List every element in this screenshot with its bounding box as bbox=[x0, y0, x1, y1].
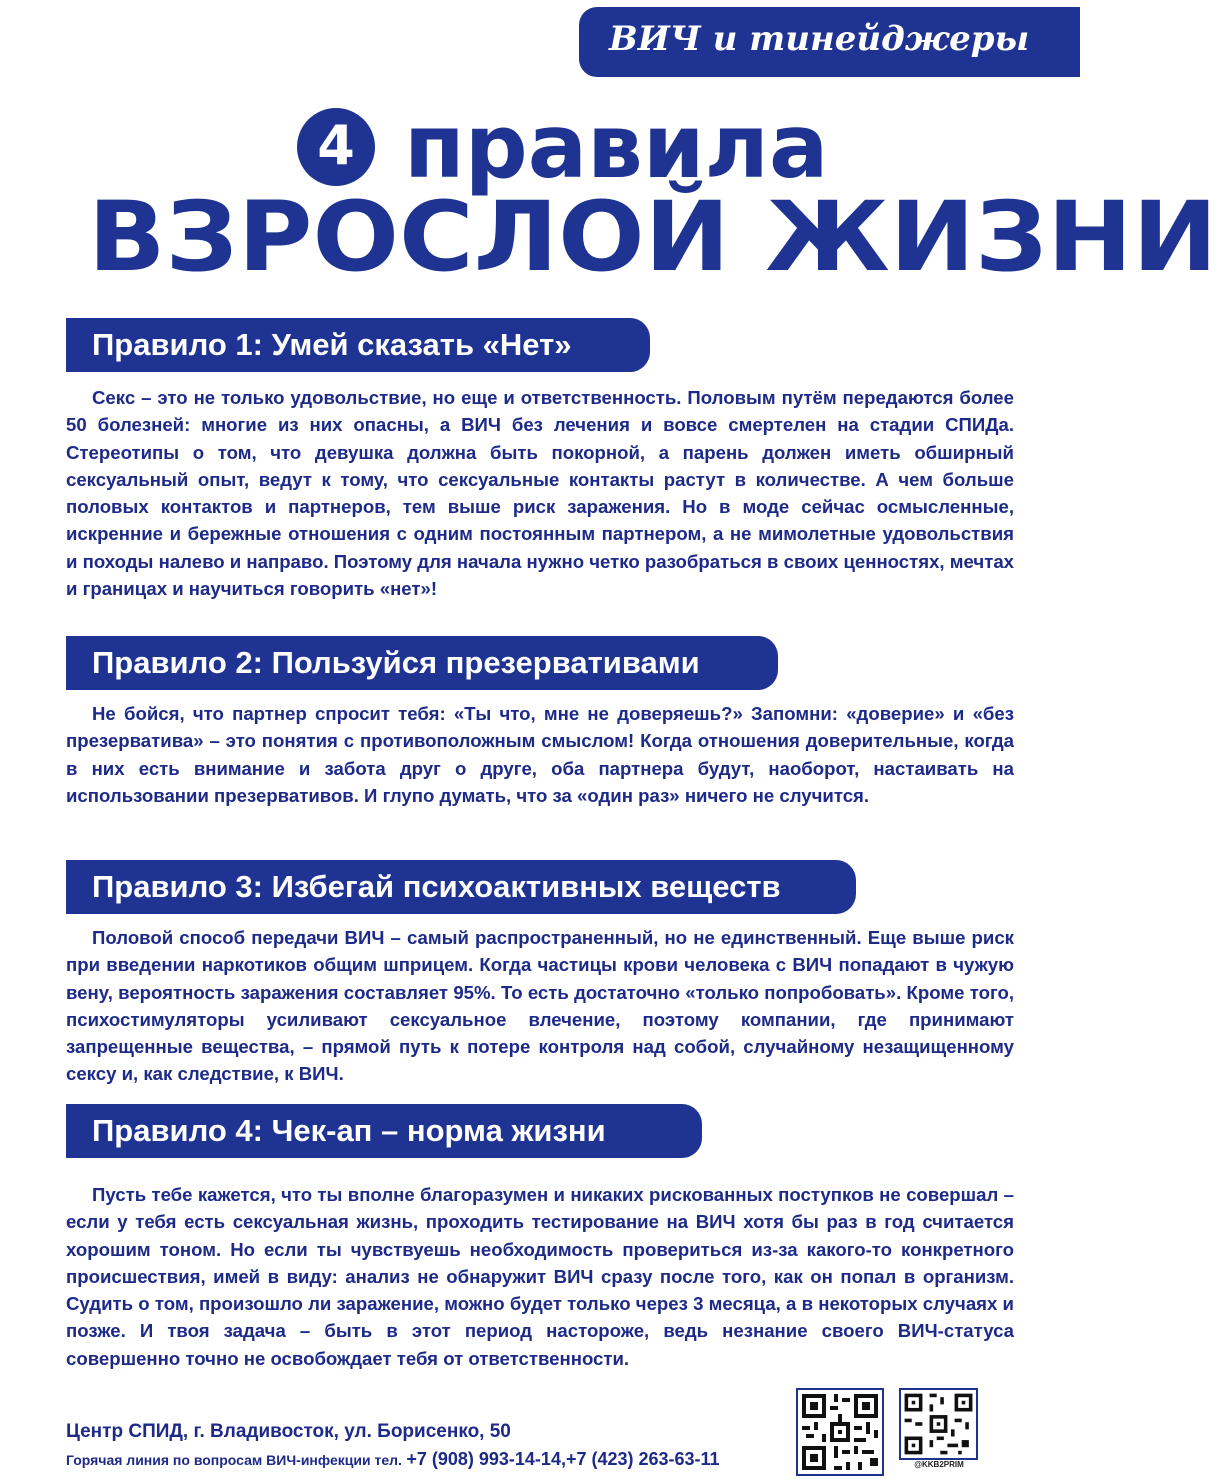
rule-3-text: Половой способ передачи ВИЧ – самый распространенный, но не единственный. Еще выше риск при введении наркотиков общим шприцем. Когда частицы крови человека с ВИЧ попадают в чужую вену, вероятность заражения составляет 95%. То есть достаточно «только попробовать». Кроме того, психостимуляторы усиливают сексуальное влечение, поэтому компании, где принимают запрещенные вещества, – прямой путь к потере контроля над собой, случайному незащищенному сексу и, как следствие, к ВИЧ. bbox=[66, 927, 1014, 1085]
rule-1-heading-text: Правило 1: Умей сказать «Нет» bbox=[92, 327, 572, 362]
qr-code-1[interactable] bbox=[796, 1388, 884, 1476]
rule-2-text: Не бойся, что партнер спросит тебя: «Ты что, мне не доверяешь?» Запомни: «доверие» и «без презерватива» – это понятия с противоположным смыслом! Когда отношения доверительные, когда в них есть внимание и забота друг о друге, оба партнера будут, наоборот, настаивать на использовании презервативов. И глупо думать, что за «один раз» ничего не случится. bbox=[66, 703, 1014, 806]
rule-2-heading bbox=[66, 636, 778, 690]
qr-code-2[interactable] bbox=[899, 1388, 978, 1460]
number-badge-value: 4 bbox=[317, 114, 355, 177]
footer-hotline bbox=[66, 1449, 720, 1470]
rule-3-heading-text: Правило 3: Избегай психоактивных веществ bbox=[92, 869, 781, 904]
rule-1-text: Секс – это не только удовольствие, но еще и ответственность. Половым путём передаются более 50 болезней: многие из них опасны, а ВИЧ без лечения и вовсе смертелен на стадии СПИДа. Стереотипы о том, что девушка должна быть покорной, а парень должен иметь обширный сексуальный опыт, ведут к тому, что сексуальные контакты растут в количестве. А чем больше половых контактов и партнеров, тем выше риск заражения. Но в моде сейчас осмысленные, искренние и бережные отношения с одним постоянным партнером, а не мимолетные удовольствия и походы налево и направо. Поэтому для начала нужно четко разобраться в своих ценностях, мечтах и границах и научиться говорить «нет»! bbox=[66, 387, 1014, 600]
number-badge bbox=[297, 108, 375, 186]
title-line-1: правила bbox=[404, 95, 829, 198]
rule-2-heading-text: Правило 2: Пользуйся презервативами bbox=[92, 645, 700, 680]
rule-4-text: Пусть тебе кажется, что ты вполне благоразумен и никаких рискованных поступков не совершал – если у тебя есть сексуальная жизнь, проходить тестирование на ВИЧ хотя бы раз в год считается хорошим тоном. Но если ты чувствуешь необходимость провериться из-за какого-то конкретного происшествия, имей в виду: анализ не обнаружит ВИЧ сразу после того, как он попал в организм. Судить о том, произошло ли заражение, можно будет только через 3 месяца, а в некоторых случаях и позже. И твоя задача – быть в этот период настороже, ведь незнание своего ВИЧ-статуса совершенно точно не освобождает тебя от ответственности. bbox=[66, 1184, 1014, 1369]
hotline-label: Горячая линия по вопросам ВИЧ-инфекции тел. bbox=[66, 1452, 402, 1468]
qr-code-2-icon bbox=[901, 1390, 976, 1458]
rule-4-heading bbox=[66, 1104, 702, 1158]
header-tab bbox=[579, 7, 1080, 77]
rule-1-heading bbox=[66, 318, 650, 372]
header-tab-label: ВИЧ и тинейджеры bbox=[609, 19, 1030, 59]
qr-label: @KKB2PRIM bbox=[914, 1460, 964, 1469]
hotline-phones: +7 (908) 993-14-14,+7 (423) 263-63-11 bbox=[406, 1449, 720, 1469]
rule-4-heading-text: Правило 4: Чек-ап – норма жизни bbox=[92, 1113, 606, 1148]
rule-3-heading bbox=[66, 860, 856, 914]
footer-address: Центр СПИД, г. Владивосток, ул. Борисенко, 50 bbox=[66, 1421, 511, 1442]
qr-code-1-icon bbox=[798, 1390, 882, 1474]
title-line-2: ВЗРОСЛОЙ ЖИЗНИ bbox=[88, 181, 1218, 293]
